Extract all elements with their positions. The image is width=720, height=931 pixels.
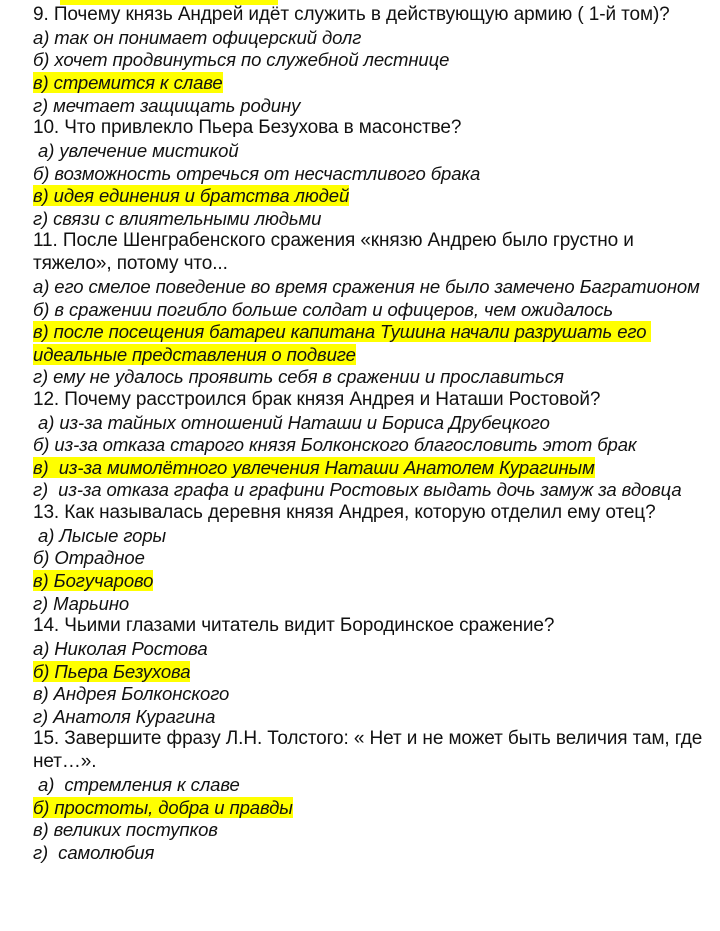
question-12: 12. Почему расстроился брак князя Андрея и Наташи Ростовой? bbox=[33, 388, 601, 410]
answer-text-wrap bbox=[33, 95, 300, 116]
answer-text-wrap bbox=[33, 525, 166, 546]
answer-text-wrap bbox=[33, 774, 240, 795]
answer-text-wrap bbox=[33, 706, 215, 727]
option-label: г) bbox=[33, 207, 49, 229]
answer-option bbox=[33, 434, 713, 457]
answer-text-wrap bbox=[33, 49, 449, 70]
answer-text-wrap bbox=[33, 479, 682, 500]
question-9: 9. Почему князь Андрей идёт служить в действующую армию ( 1-й том)? bbox=[33, 4, 670, 25]
highlighted-correct-answer bbox=[33, 797, 293, 818]
option-text: идея единения и братства людей bbox=[48, 185, 350, 207]
highlighted-correct-answer bbox=[33, 661, 190, 682]
option-label: б) bbox=[33, 434, 50, 456]
option-text: хочет продвинуться по служебной лестнице bbox=[49, 49, 450, 71]
option-text: ему не удалось проявить себя в сражении и прославиться bbox=[48, 366, 564, 388]
option-label: в) bbox=[33, 321, 49, 343]
answer-option bbox=[33, 638, 713, 661]
answer-text-wrap bbox=[33, 27, 361, 48]
answer-text-wrap bbox=[33, 299, 613, 320]
option-text: в сражении погибло больше солдат и офицеров, чем ожидалось bbox=[49, 298, 613, 320]
answer-text-wrap bbox=[33, 547, 145, 568]
highlighted-correct-answer bbox=[33, 570, 153, 591]
answer-option bbox=[33, 208, 713, 231]
option-label: в) bbox=[33, 185, 49, 207]
answer-option bbox=[33, 72, 713, 95]
option-label: а) bbox=[33, 524, 55, 546]
option-text: самолюбия bbox=[48, 841, 155, 863]
option-label: а) bbox=[33, 26, 50, 48]
answer-option bbox=[33, 479, 713, 502]
option-text: из-за тайных отношений Наташи и Бориса Друбецкого bbox=[54, 411, 550, 433]
answer-option bbox=[33, 366, 713, 389]
answer-option bbox=[33, 412, 713, 435]
option-text: Николая Ростова bbox=[49, 638, 208, 660]
option-label: б) bbox=[33, 162, 50, 184]
answer-text-wrap bbox=[33, 819, 218, 840]
answer-option bbox=[33, 774, 713, 797]
option-text: из-за отказа графа и графини Ростовых выдать дочь замуж за вдовца bbox=[48, 479, 682, 501]
option-text: Лысые горы bbox=[54, 524, 167, 546]
question-13: 13. Как называлась деревня князя Андрея, которую отделил ему отец? bbox=[33, 502, 656, 524]
option-text: после посещения батареи капитана Тушина начали разрушать его идеальные представления о подвиге bbox=[33, 321, 652, 365]
option-label: б) bbox=[33, 49, 50, 71]
answer-option bbox=[33, 706, 713, 729]
option-label: г) bbox=[33, 366, 49, 388]
answer-option bbox=[33, 593, 713, 616]
option-text: Анатоля Курагина bbox=[48, 705, 216, 727]
answer-option bbox=[33, 547, 713, 570]
option-text: Андрея Болконского bbox=[48, 683, 230, 705]
option-text: из-за мимолётного увлечения Наташи Анатолем Курагиным bbox=[48, 456, 595, 478]
answer-option bbox=[33, 276, 713, 299]
answer-option bbox=[33, 321, 713, 366]
highlighted-correct-answer bbox=[33, 72, 223, 93]
option-label: г) bbox=[33, 592, 49, 614]
answer-text-wrap bbox=[33, 842, 154, 863]
question-10: 10. Что привлекло Пьера Безухова в масонстве? bbox=[33, 117, 462, 139]
answer-option bbox=[33, 525, 713, 548]
option-label: а) bbox=[33, 774, 55, 796]
answer-option bbox=[33, 140, 713, 163]
option-text: связи с влиятельными людьми bbox=[48, 207, 322, 229]
option-label: г) bbox=[33, 841, 49, 863]
answer-text-wrap bbox=[33, 683, 229, 704]
option-text: так он понимает офицерский долг bbox=[49, 26, 362, 48]
option-text: стремления к славе bbox=[54, 774, 240, 796]
option-label: г) bbox=[33, 94, 49, 116]
answer-text-wrap bbox=[33, 366, 564, 387]
question-15: 15. Завершите фразу Л.Н. Толстого: « Нет и не может быть величия там, где нет…». bbox=[33, 728, 703, 773]
answer-text-wrap bbox=[33, 208, 321, 229]
option-label: б) bbox=[33, 660, 50, 682]
option-text: Богучарово bbox=[48, 570, 154, 592]
option-text: возможность отречься от несчастливого брака bbox=[49, 162, 481, 184]
question-11: 11. После Шенграбенского сражения «князю Андрею было грустно и тяжело», потому что... bbox=[33, 230, 634, 275]
highlighted-correct-answer bbox=[33, 185, 349, 206]
option-label: в) bbox=[33, 570, 49, 592]
option-text: Пьера Безухова bbox=[49, 660, 191, 682]
answer-option bbox=[33, 661, 713, 684]
question-14: 14. Чьими глазами читатель видит Бородинское сражение? bbox=[33, 615, 555, 637]
option-label: б) bbox=[33, 796, 50, 818]
answer-option bbox=[33, 797, 713, 820]
option-text: Марьино bbox=[48, 592, 130, 614]
answer-option bbox=[33, 842, 713, 865]
option-label: в) bbox=[33, 819, 49, 841]
answer-text-wrap bbox=[33, 638, 208, 659]
answer-option bbox=[33, 819, 713, 842]
answer-option bbox=[33, 457, 713, 480]
answer-option bbox=[33, 95, 713, 118]
option-label: б) bbox=[33, 298, 50, 320]
answer-text-wrap bbox=[33, 140, 239, 161]
answer-option bbox=[33, 570, 713, 593]
option-text: простоты, добра и правды bbox=[49, 796, 293, 818]
option-text: из-за отказа старого князя Болконского благословить этот брак bbox=[49, 434, 637, 456]
option-label: а) bbox=[33, 411, 55, 433]
option-label: в) bbox=[33, 71, 49, 93]
answer-option bbox=[33, 163, 713, 186]
answer-text-wrap bbox=[33, 434, 637, 455]
answer-option bbox=[33, 185, 713, 208]
option-label: в) bbox=[33, 456, 49, 478]
option-label: в) bbox=[33, 683, 49, 705]
answer-text-wrap bbox=[33, 276, 700, 297]
option-label: г) bbox=[33, 705, 49, 727]
answer-option bbox=[33, 27, 713, 50]
answer-option bbox=[33, 683, 713, 706]
option-text: Отрадное bbox=[49, 547, 145, 569]
option-text: великих поступков bbox=[48, 819, 218, 841]
option-label: б) bbox=[33, 547, 50, 569]
option-text: увлечение мистикой bbox=[54, 139, 239, 161]
option-text: стремится к славе bbox=[48, 71, 223, 93]
option-label: а) bbox=[33, 139, 55, 161]
option-label: а) bbox=[33, 275, 50, 297]
answer-text-wrap bbox=[33, 412, 550, 433]
highlighted-correct-answer bbox=[33, 321, 651, 365]
option-text: мечтает защищать родину bbox=[48, 94, 301, 116]
quiz-content bbox=[33, 4, 713, 864]
option-label: а) bbox=[33, 638, 50, 660]
answer-text-wrap bbox=[33, 593, 129, 614]
option-text: его смелое поведение во время сражения не было замечено Багратионом bbox=[49, 275, 700, 297]
answer-text-wrap bbox=[33, 163, 480, 184]
answer-option bbox=[33, 49, 713, 72]
highlighted-correct-answer bbox=[33, 457, 595, 478]
option-label: г) bbox=[33, 479, 49, 501]
answer-option bbox=[33, 299, 713, 322]
